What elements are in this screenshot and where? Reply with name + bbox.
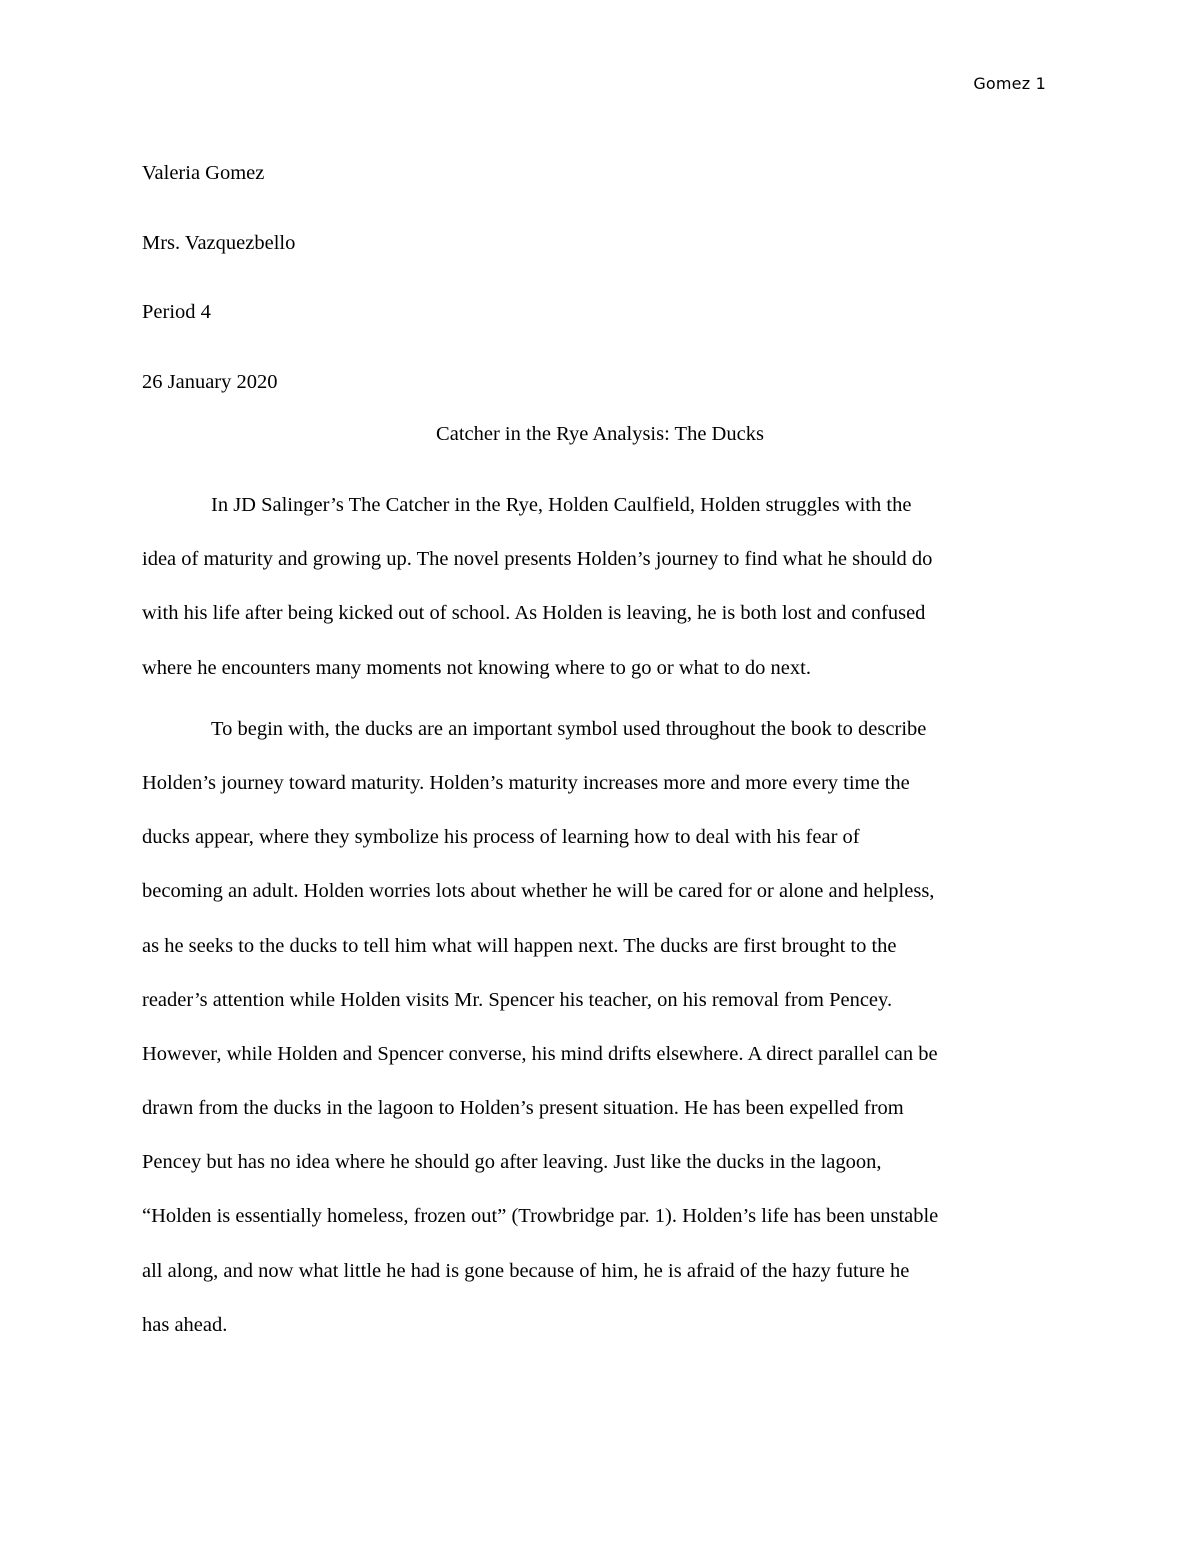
text-line: Pencey but has no idea where he should go after leaving. Just like the ducks in the lagoon, [142, 1151, 882, 1174]
text-line: Holden’s journey toward maturity. Holden’s maturity increases more and more every time the [142, 771, 910, 794]
text-line: reader’s attention while Holden visits Mr. Spencer his teacher, on his removal from Pencey. [142, 988, 893, 1011]
text-line: ducks appear, where they symbolize his process of learning how to deal with his fear of [142, 826, 860, 849]
text-line: with his life after being kicked out of school. As Holden is leaving, he is both lost and confused [142, 602, 926, 625]
teacher-name: Mrs. Vazquezbello [142, 231, 296, 254]
text-line: drawn from the ducks in the lagoon to Holden’s present situation. He has been expelled from [142, 1097, 904, 1120]
date: 26 January 2020 [142, 370, 278, 393]
running-header: Gomez 1 [973, 74, 1046, 93]
text-line: becoming an adult. Holden worries lots about whether he will be cared for or alone and helpless, [142, 880, 935, 903]
text-line: “Holden is essentially homeless, frozen out” (Trowbridge par. 1). Holden’s life has been unstable [142, 1205, 939, 1228]
class-period: Period 4 [142, 301, 211, 323]
student-name: Valeria Gomez [142, 162, 265, 184]
text-line: as he seeks to the ducks to tell him what will happen next. The ducks are first brought to the [142, 934, 897, 957]
text-line: all along, and now what little he had is gone because of him, he is afraid of the hazy future he [142, 1259, 910, 1282]
essay-body [142, 478, 1058, 1359]
paragraph [142, 702, 1058, 1352]
text-line: idea of maturity and growing up. The novel presents Holden’s journey to find what he should do [142, 548, 933, 571]
text-line: In JD Salinger’s The Catcher in the Rye, Holden Caulfield, Holden struggles with the [211, 494, 912, 516]
text-line: has ahead. [142, 1313, 228, 1336]
essay-title: Catcher in the Rye Analysis: The Ducks [436, 423, 764, 445]
text-line: To begin with, the ducks are an important symbol used throughout the book to describe [211, 717, 927, 740]
text-line: However, while Holden and Spencer converse, his mind drifts elsewhere. A direct parallel can be [142, 1042, 938, 1065]
mla-heading [142, 139, 1058, 417]
paragraph [142, 478, 1058, 695]
text-line: where he encounters many moments not knowing where to go or what to do next. [142, 656, 811, 679]
